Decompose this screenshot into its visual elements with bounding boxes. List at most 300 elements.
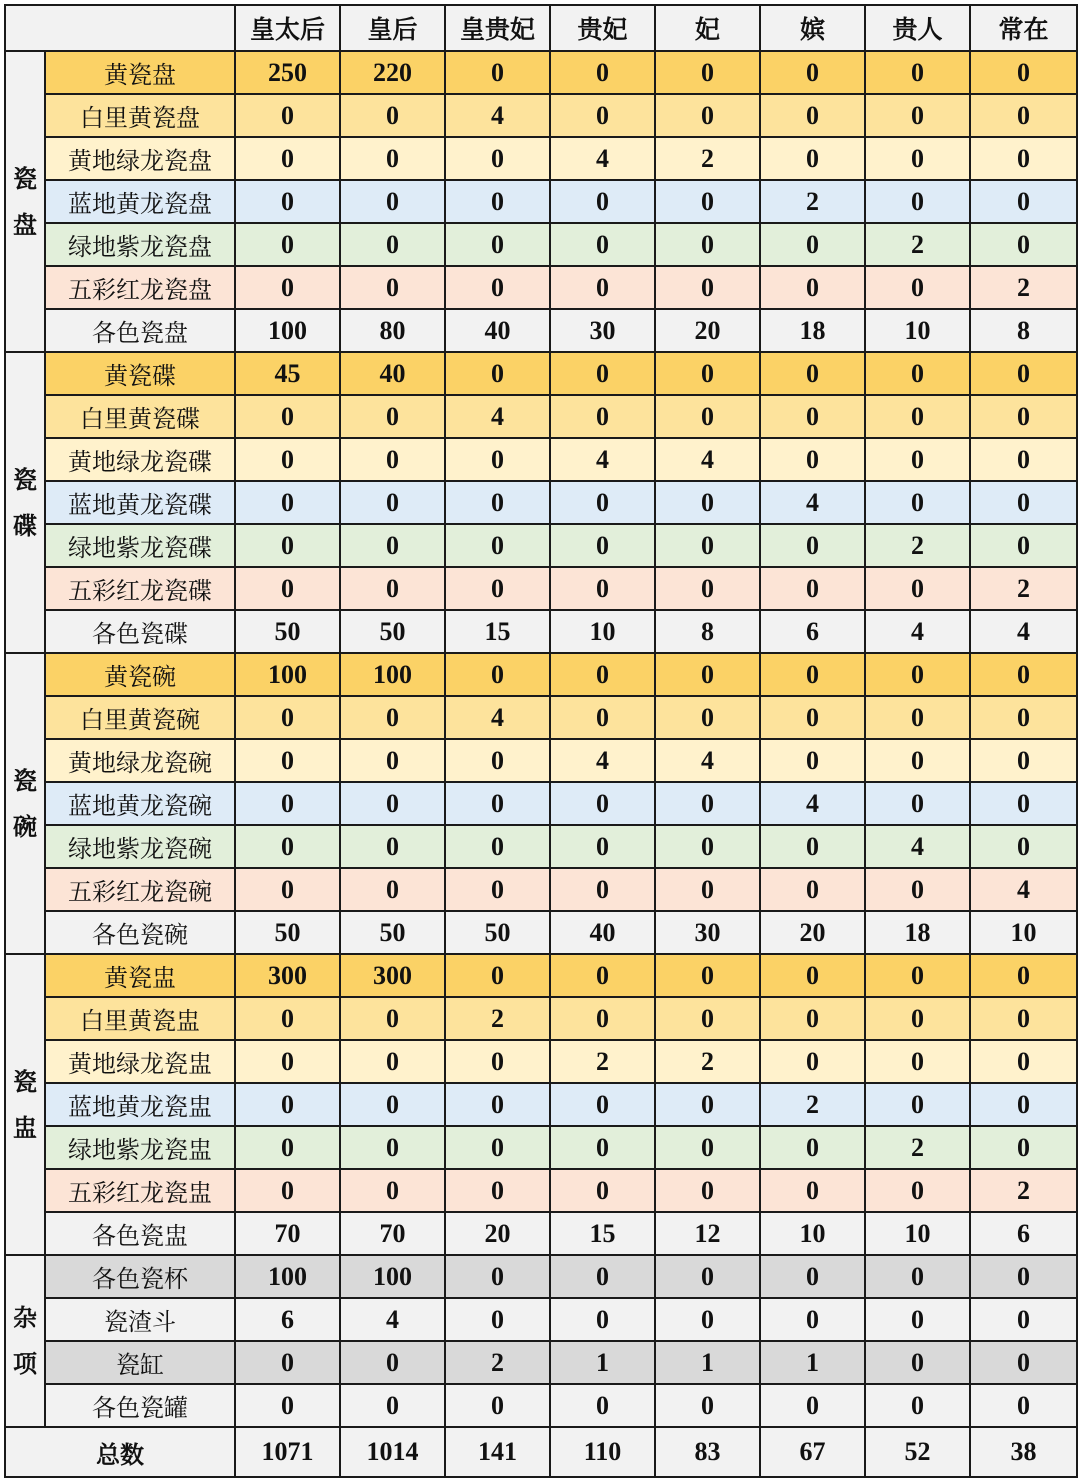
value-cell: 0 [760,997,865,1040]
value-cell: 30 [550,309,655,352]
value-cell: 0 [445,1298,550,1341]
column-header: 贵人 [865,5,970,51]
header-row [5,5,1077,51]
value-cell: 4 [655,438,760,481]
value-cell: 0 [865,1169,970,1212]
value-cell: 0 [235,696,340,739]
value-cell: 6 [760,610,865,653]
value-cell: 0 [550,997,655,1040]
value-cell: 18 [760,309,865,352]
value-cell: 0 [340,395,445,438]
value-cell: 0 [445,1083,550,1126]
value-cell: 300 [235,954,340,997]
item-name: 绿地紫龙瓷碗 [45,825,235,868]
value-cell: 0 [865,653,970,696]
value-cell: 0 [970,1384,1077,1427]
value-cell: 2 [655,137,760,180]
value-cell: 0 [550,868,655,911]
value-cell: 0 [655,954,760,997]
column-header: 皇太后 [235,5,340,51]
value-cell: 0 [760,696,865,739]
value-cell: 40 [550,911,655,954]
value-cell: 0 [235,782,340,825]
value-cell: 0 [445,782,550,825]
value-cell: 0 [340,567,445,610]
value-cell: 0 [970,352,1077,395]
value-cell: 0 [550,481,655,524]
value-cell: 70 [235,1212,340,1255]
value-cell: 0 [235,997,340,1040]
item-name: 各色瓷盘 [45,309,235,352]
value-cell: 0 [655,223,760,266]
table-row [5,1255,1077,1298]
item-name: 蓝地黄龙瓷碗 [45,782,235,825]
value-cell: 4 [865,825,970,868]
value-cell: 0 [550,782,655,825]
value-cell: 20 [655,309,760,352]
value-cell: 1 [550,1341,655,1384]
value-cell: 0 [550,696,655,739]
column-header: 皇后 [340,5,445,51]
value-cell: 300 [340,954,445,997]
value-cell: 0 [760,524,865,567]
value-cell: 0 [760,825,865,868]
value-cell: 4 [445,696,550,739]
table-row [5,223,1077,266]
value-cell: 10 [865,1212,970,1255]
header-corner [5,5,235,51]
category-label: 瓷盅 [5,954,45,1255]
value-cell: 0 [760,137,865,180]
value-cell: 0 [970,1126,1077,1169]
value-cell: 0 [550,653,655,696]
item-name: 蓝地黄龙瓷碟 [45,481,235,524]
value-cell: 0 [550,395,655,438]
value-cell: 50 [445,911,550,954]
value-cell: 0 [445,1126,550,1169]
value-cell: 0 [550,1169,655,1212]
total-row [5,1427,1077,1477]
value-cell: 0 [865,352,970,395]
value-cell: 0 [235,1384,340,1427]
value-cell: 0 [235,1040,340,1083]
value-cell: 0 [550,352,655,395]
value-cell: 0 [340,1341,445,1384]
value-cell: 50 [235,610,340,653]
value-cell: 4 [340,1298,445,1341]
value-cell: 40 [445,309,550,352]
total-label: 总数 [5,1427,235,1477]
table-row [5,395,1077,438]
category-label: 瓷碟 [5,352,45,653]
value-cell: 0 [760,223,865,266]
value-cell: 0 [445,180,550,223]
value-cell: 0 [445,137,550,180]
value-cell: 0 [235,1341,340,1384]
value-cell: 0 [865,180,970,223]
value-cell: 0 [865,1298,970,1341]
value-cell: 6 [235,1298,340,1341]
value-cell: 0 [970,51,1077,94]
value-cell: 0 [340,825,445,868]
value-cell: 2 [970,567,1077,610]
total-value-cell: 52 [865,1427,970,1477]
value-cell: 0 [340,438,445,481]
value-cell: 100 [235,653,340,696]
value-cell: 0 [970,481,1077,524]
value-cell: 6 [970,1212,1077,1255]
value-cell: 0 [760,653,865,696]
value-cell: 0 [445,825,550,868]
value-cell: 0 [235,1083,340,1126]
value-cell: 0 [340,137,445,180]
table-row [5,94,1077,137]
value-cell: 0 [235,137,340,180]
value-cell: 0 [865,266,970,309]
value-cell: 0 [550,524,655,567]
value-cell: 0 [235,567,340,610]
table-row [5,266,1077,309]
value-cell: 0 [445,868,550,911]
value-cell: 0 [970,825,1077,868]
value-cell: 0 [655,524,760,567]
value-cell: 0 [550,51,655,94]
value-cell: 0 [970,94,1077,137]
value-cell: 0 [865,739,970,782]
value-cell: 0 [445,524,550,567]
value-cell: 0 [550,1384,655,1427]
item-name: 黄瓷盘 [45,51,235,94]
value-cell: 0 [340,1126,445,1169]
item-name: 瓷渣斗 [45,1298,235,1341]
table-row [5,696,1077,739]
value-cell: 0 [760,352,865,395]
value-cell: 0 [550,266,655,309]
item-name: 绿地紫龙瓷碟 [45,524,235,567]
value-cell: 0 [445,352,550,395]
item-name: 各色瓷罐 [45,1384,235,1427]
value-cell: 0 [550,1255,655,1298]
value-cell: 0 [340,266,445,309]
value-cell: 0 [760,395,865,438]
value-cell: 0 [445,1169,550,1212]
value-cell: 0 [445,438,550,481]
value-cell: 30 [655,911,760,954]
table-row [5,567,1077,610]
value-cell: 2 [760,180,865,223]
value-cell: 2 [445,997,550,1040]
value-cell: 45 [235,352,340,395]
total-value-cell: 1014 [340,1427,445,1477]
value-cell: 0 [445,266,550,309]
value-cell: 0 [760,51,865,94]
value-cell: 0 [655,395,760,438]
value-cell: 0 [970,438,1077,481]
value-cell: 10 [550,610,655,653]
value-cell: 0 [865,567,970,610]
total-value-cell: 67 [760,1427,865,1477]
value-cell: 4 [760,481,865,524]
value-cell: 0 [865,782,970,825]
value-cell: 0 [760,1126,865,1169]
column-header: 嫔 [760,5,865,51]
value-cell: 4 [970,610,1077,653]
category-label: 瓷碗 [5,653,45,954]
table-row [5,1341,1077,1384]
value-cell: 0 [865,954,970,997]
column-header: 常在 [970,5,1077,51]
value-cell: 0 [865,395,970,438]
value-cell: 0 [340,696,445,739]
item-name: 各色瓷碟 [45,610,235,653]
value-cell: 0 [550,1298,655,1341]
value-cell: 0 [445,223,550,266]
value-cell: 0 [235,1169,340,1212]
value-cell: 70 [340,1212,445,1255]
table-row [5,51,1077,94]
value-cell: 4 [760,782,865,825]
value-cell: 0 [655,825,760,868]
table-row [5,739,1077,782]
table-row [5,1083,1077,1126]
value-cell: 10 [865,309,970,352]
category-label: 瓷盘 [5,51,45,352]
value-cell: 18 [865,911,970,954]
table-row [5,954,1077,997]
value-cell: 4 [865,610,970,653]
value-cell: 0 [865,696,970,739]
value-cell: 8 [970,309,1077,352]
table-row [5,1384,1077,1427]
value-cell: 0 [340,481,445,524]
value-cell: 0 [970,1255,1077,1298]
table-row [5,997,1077,1040]
value-cell: 0 [340,1169,445,1212]
item-name: 五彩红龙瓷盅 [45,1169,235,1212]
value-cell: 100 [235,309,340,352]
table-row [5,1212,1077,1255]
value-cell: 0 [550,223,655,266]
value-cell: 0 [970,1040,1077,1083]
item-name: 蓝地黄龙瓷盘 [45,180,235,223]
value-cell: 2 [865,223,970,266]
value-cell: 0 [445,481,550,524]
value-cell: 0 [655,997,760,1040]
value-cell: 0 [655,1384,760,1427]
value-cell: 0 [235,825,340,868]
value-cell: 2 [865,524,970,567]
value-cell: 0 [970,180,1077,223]
item-name: 白里黄瓷盘 [45,94,235,137]
value-cell: 0 [865,51,970,94]
table-row [5,1126,1077,1169]
value-cell: 15 [550,1212,655,1255]
total-value-cell: 141 [445,1427,550,1477]
value-cell: 0 [235,481,340,524]
value-cell: 10 [970,911,1077,954]
item-name: 白里黄瓷碟 [45,395,235,438]
value-cell: 0 [340,782,445,825]
value-cell: 0 [865,137,970,180]
value-cell: 0 [760,868,865,911]
value-cell: 0 [340,180,445,223]
value-cell: 0 [970,696,1077,739]
value-cell: 0 [235,94,340,137]
value-cell: 0 [550,94,655,137]
table-row [5,481,1077,524]
value-cell: 4 [655,739,760,782]
value-cell: 0 [970,1341,1077,1384]
value-cell: 0 [970,395,1077,438]
value-cell: 0 [865,481,970,524]
table-row [5,825,1077,868]
table-row [5,137,1077,180]
value-cell: 0 [970,739,1077,782]
value-cell: 0 [235,223,340,266]
item-name: 黄地绿龙瓷碟 [45,438,235,481]
table-row [5,1040,1077,1083]
value-cell: 0 [760,266,865,309]
value-cell: 0 [760,438,865,481]
item-name: 黄瓷碟 [45,352,235,395]
value-cell: 0 [970,223,1077,266]
value-cell: 0 [340,868,445,911]
value-cell: 4 [445,94,550,137]
item-name: 蓝地黄龙瓷盅 [45,1083,235,1126]
column-header: 皇贵妃 [445,5,550,51]
value-cell: 100 [340,653,445,696]
item-name: 各色瓷盅 [45,1212,235,1255]
value-cell: 0 [445,739,550,782]
value-cell: 0 [655,352,760,395]
value-cell: 8 [655,610,760,653]
table-row [5,438,1077,481]
item-name: 绿地紫龙瓷盘 [45,223,235,266]
value-cell: 0 [340,524,445,567]
item-name: 绿地紫龙瓷盅 [45,1126,235,1169]
value-cell: 0 [655,653,760,696]
table-row [5,1298,1077,1341]
item-name: 瓷缸 [45,1341,235,1384]
item-name: 黄地绿龙瓷盘 [45,137,235,180]
value-cell: 0 [235,1126,340,1169]
value-cell: 0 [655,266,760,309]
column-header: 妃 [655,5,760,51]
porcelain-allocation-table [4,4,1078,1478]
value-cell: 0 [445,1040,550,1083]
value-cell: 0 [865,438,970,481]
item-name: 白里黄瓷盅 [45,997,235,1040]
value-cell: 0 [865,94,970,137]
value-cell: 0 [340,1083,445,1126]
value-cell: 0 [760,94,865,137]
value-cell: 0 [760,954,865,997]
value-cell: 0 [340,997,445,1040]
value-cell: 0 [445,653,550,696]
value-cell: 0 [445,51,550,94]
value-cell: 0 [970,137,1077,180]
value-cell: 2 [865,1126,970,1169]
value-cell: 0 [655,1298,760,1341]
value-cell: 0 [550,1083,655,1126]
value-cell: 250 [235,51,340,94]
value-cell: 0 [970,1083,1077,1126]
item-name: 各色瓷碗 [45,911,235,954]
value-cell: 40 [340,352,445,395]
value-cell: 100 [340,1255,445,1298]
value-cell: 0 [340,94,445,137]
value-cell: 0 [655,868,760,911]
value-cell: 50 [235,911,340,954]
total-value-cell: 38 [970,1427,1077,1477]
value-cell: 15 [445,610,550,653]
item-name: 五彩红龙瓷碗 [45,868,235,911]
table-row [5,610,1077,653]
value-cell: 0 [865,1255,970,1298]
value-cell: 0 [235,438,340,481]
value-cell: 0 [970,782,1077,825]
value-cell: 0 [235,524,340,567]
value-cell: 0 [865,1341,970,1384]
value-cell: 2 [445,1341,550,1384]
value-cell: 2 [760,1083,865,1126]
value-cell: 50 [340,911,445,954]
value-cell: 0 [760,1040,865,1083]
value-cell: 20 [760,911,865,954]
value-cell: 2 [970,1169,1077,1212]
item-name: 黄瓷盅 [45,954,235,997]
value-cell: 10 [760,1212,865,1255]
value-cell: 80 [340,309,445,352]
value-cell: 0 [235,395,340,438]
total-value-cell: 83 [655,1427,760,1477]
value-cell: 0 [655,180,760,223]
porcelain-allocation-table-wrapper [4,4,1078,1478]
item-name: 五彩红龙瓷盘 [45,266,235,309]
value-cell: 4 [970,868,1077,911]
value-cell: 0 [550,180,655,223]
table-row [5,524,1077,567]
value-cell: 4 [550,137,655,180]
item-name: 黄地绿龙瓷盅 [45,1040,235,1083]
value-cell: 0 [760,1298,865,1341]
value-cell: 0 [865,997,970,1040]
table-row [5,309,1077,352]
value-cell: 0 [340,1384,445,1427]
table-row [5,911,1077,954]
value-cell: 0 [550,954,655,997]
value-cell: 0 [445,567,550,610]
table-row [5,352,1077,395]
value-cell: 0 [340,739,445,782]
value-cell: 0 [970,524,1077,567]
total-value-cell: 110 [550,1427,655,1477]
value-cell: 0 [340,1040,445,1083]
value-cell: 2 [970,266,1077,309]
value-cell: 0 [655,1169,760,1212]
value-cell: 0 [655,1255,760,1298]
table-row [5,1169,1077,1212]
value-cell: 50 [340,610,445,653]
value-cell: 0 [760,1255,865,1298]
value-cell: 0 [760,1169,865,1212]
value-cell: 4 [550,438,655,481]
item-name: 黄瓷碗 [45,653,235,696]
item-name: 黄地绿龙瓷碗 [45,739,235,782]
value-cell: 0 [865,868,970,911]
value-cell: 0 [550,1126,655,1169]
value-cell: 0 [445,1384,550,1427]
